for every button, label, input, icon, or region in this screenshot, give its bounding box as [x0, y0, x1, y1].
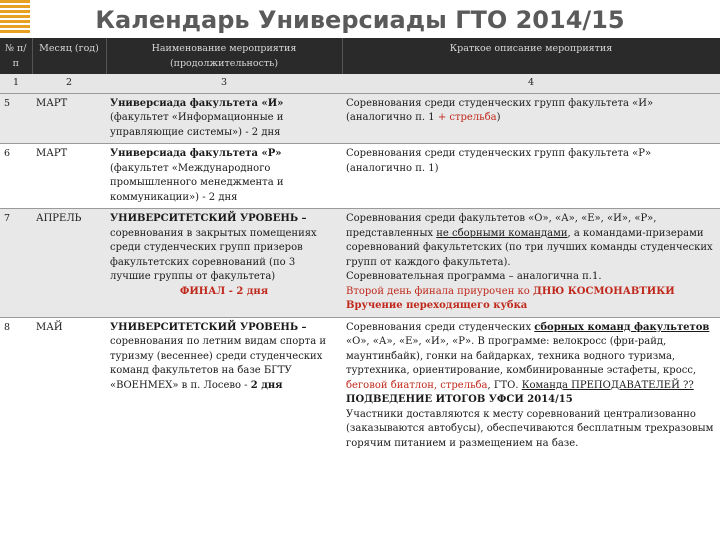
event-title: Универсиада факультета «И»: [110, 97, 284, 109]
row-desc: [342, 144, 720, 209]
row-month: МАРТ: [32, 93, 106, 144]
row-num: 7: [0, 209, 32, 318]
event-text: (факультет «Информационные и управляющие системы») -: [110, 112, 284, 138]
colnum-2: 2: [32, 74, 106, 93]
event-title: УНИВЕРСИТЕТСКИЙ УРОВЕНЬ –: [110, 213, 307, 224]
desc-highlight: + стрельба: [437, 112, 497, 123]
event-text: (факультет «Международного промышленного менеджмента и коммуникации») -: [110, 162, 284, 203]
table-row: [0, 144, 720, 209]
colnum-3: 3: [106, 74, 342, 93]
row-month: МАРТ: [32, 144, 106, 209]
desc-text-end: ): [496, 112, 501, 123]
header-num: № п/п: [0, 38, 32, 74]
row-event: [106, 144, 342, 209]
desc-text: Соревнования среди студенческих групп факультета «Р» (аналогично п. 1): [346, 148, 652, 174]
desc-text: Соревнования среди студенческих групп факультета «И» (аналогично п. 1: [346, 97, 654, 123]
row-event: [106, 93, 342, 144]
desc-summary: ПОДВЕДЕНИЕ ИТОГОВ УФСИ 2014/15: [346, 394, 573, 405]
row-desc: [342, 317, 720, 454]
event-duration: 2 дня: [208, 191, 238, 203]
desc-underlined: не сборными командами: [436, 227, 568, 239]
row-desc: [342, 209, 720, 318]
desc-highlight: беговой биатлон, стрельба: [346, 379, 488, 391]
desc-teachers: Команда ПРЕПОДАВАТЕЛЕЙ ??: [521, 379, 694, 391]
event-title: УНИВЕРСИТЕТСКИЙ УРОВЕНЬ –: [110, 321, 307, 333]
row-desc: [342, 93, 720, 144]
calendar-table: [0, 38, 720, 454]
event-final: ФИНАЛ - 2 дня: [179, 285, 269, 297]
page-title: Календарь Универсиады ГТО 2014/15: [95, 6, 625, 34]
row-num: 6: [0, 144, 32, 209]
row-event: [106, 209, 342, 318]
desc-program: Соревновательная программа – аналогична п.1.: [346, 271, 602, 282]
desc-final-day: Второй день финала приурочен ко: [346, 285, 534, 297]
event-duration: 2 дня: [250, 379, 283, 391]
row-num: 5: [0, 93, 32, 144]
row-num: 8: [0, 317, 32, 454]
desc-program: «О», «А», «Е», «И», «Р». В программе: велокросс (фри-райд, маунтинбайк), гонки на байдарках, техника водного туризма, туртехника, ориентирование, комбинированные эстафеты, кросс,: [346, 336, 697, 376]
header-month: Месяц (год): [32, 38, 106, 74]
desc-cup: Вручение переходящего кубка: [346, 300, 528, 311]
row-month: МАЙ: [32, 317, 106, 454]
colnum-1: 1: [0, 74, 32, 93]
event-duration: 2 дня: [251, 126, 281, 138]
desc-logistics: Участники доставляются к месту соревнований централизованно (заказываются автобусы), обеспечиваются бесплатным трехразовым горячим питанием и размещением на базе.: [346, 408, 714, 449]
header-event: Наименование мероприятия (продолжительность): [106, 38, 342, 74]
desc-text: Соревнования среди факультетов «О», «А», «Е», «И», «Р», представленных: [346, 213, 657, 239]
desc-text-cont: , а командами-призерами соревнований факультетских (по три лучших команды студенческих групп от каждого факультета).: [346, 227, 713, 268]
desc-teams: сборных команд факультетов: [534, 321, 710, 333]
event-text: соревнования в закрытых помещениях среди студенческих групп призеров факультетских соревнований (по 3 лучшие группы от факультета): [110, 227, 317, 282]
row-month: АПРЕЛЬ: [32, 209, 106, 318]
event-title: Универсиада факультета «Р»: [110, 148, 282, 159]
colnum-4: 4: [342, 74, 720, 93]
row-event: [106, 317, 342, 454]
desc-gto: , ГТО.: [487, 379, 522, 391]
table-row: [0, 317, 720, 454]
table-row: [0, 209, 720, 318]
desc-cosmonautics: ДНЮ КОСМОНАВТИКИ: [533, 285, 675, 297]
header-desc: Краткое описание мероприятия: [342, 38, 720, 74]
desc-text: Соревнования среди студенческих: [346, 321, 535, 333]
event-text: соревнования по летним видам спорта и туризму (весеннее) среди студенческих команд факультетов на базе БГТУ «ВОЕНМЕХ» в п. Лосево -: [110, 336, 327, 391]
table-row: [0, 93, 720, 144]
